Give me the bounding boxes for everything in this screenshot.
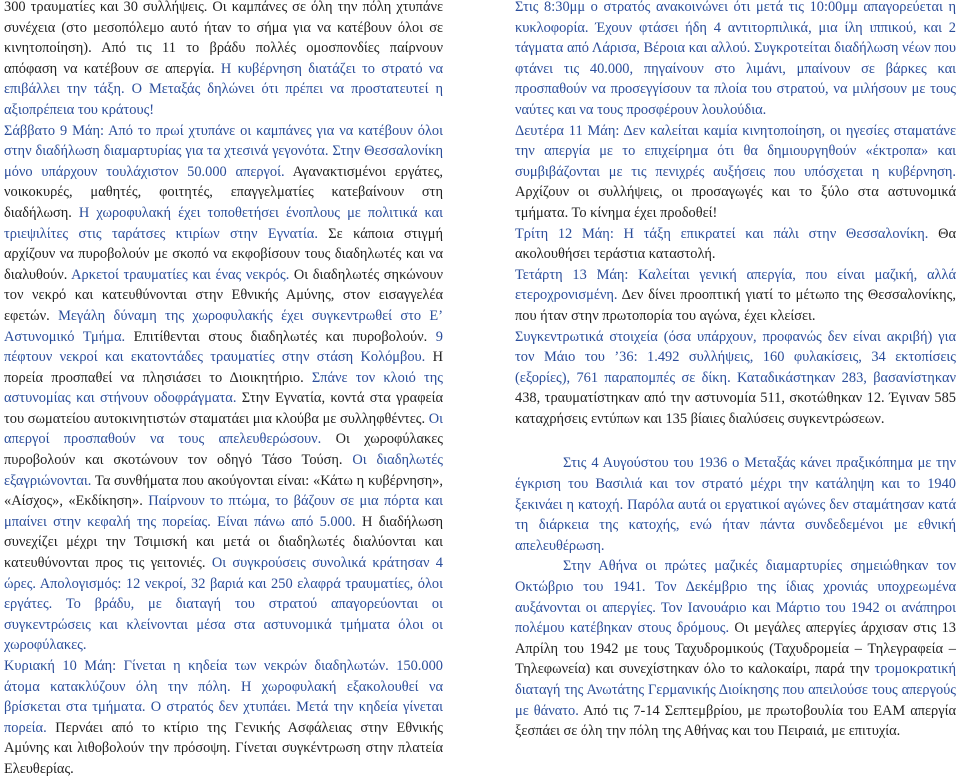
paragraph-wednesday-13-may	[515, 265, 956, 327]
text-run: Οι χωροφύλακες πυροβολούν και σκοτώνουν τον οδηγό Τάσο Τούση.	[4, 431, 443, 469]
text-run: Αγανακτισμένοι εργάτες, νοικοκυρές, μαθητές, φοιτητές, επαγγελματίες κατεβαίνουν στη διαδήλωση.	[4, 163, 443, 221]
paragraph-gap	[515, 429, 956, 453]
text-run: τρομοκρατική διαταγή της Ανωτάτης Γερμανικής Διοίκησης που απειλούσε τους απεργούς με θάνατο.	[515, 661, 956, 719]
text-run: Στις 4 Αυγούστου του 1936 ο Μεταξάς κάνει πραξικόπημα με την έγκριση του Βασιλιά και τον στρατό μέχρι την κατάληψη και το 1940 ξεκινάει η κατοχή. Παρόλα αυτά οι εργατικοί αγώνες δεν σταμάτησαν κατά τη διάρκεια της κατοχής, ενώ ήταν πάντα συνδεδεμένοι με εθνική απελευθέρωση.	[515, 455, 956, 554]
text-run: Περνάει από το κτίριο της Γενικής Ασφάλειας στην Εθνικής Αμύνης και λιθοβολούν την πρόσοψη. Γίνεται συγκέντρωση στην πλατεία Ελευθερίας.	[4, 719, 443, 777]
paragraph-sunday-10-may	[4, 656, 443, 780]
paragraph-strike-intro	[4, 0, 443, 121]
text-run: Κυριακή 10 Μάη: Γίνεται η κηδεία των νεκρών διαδηλωτών. 150.000 άτομα κατακλύζουν όλη την πόλη. Η χωροφυλακή εξακολουθεί να βρίσκεται στα τμήματα. Ο στρατός δεν χτυπάει. Μετά την κηδεία γίνεται πορεία.	[4, 658, 443, 736]
text-run: Αρκετοί τραυματίες και ένας νεκρός.	[71, 266, 294, 283]
text-run: Μεγάλη δύναμη της χωροφυλακής έχει συγκεντρωθεί στο Ε’ Αστυνομικό Τμήμα.	[4, 307, 443, 345]
text-run: Στην Εγνατία, κοντά στα γραφεία του σωματείου αυτοκινητιστών σταματάει μια κλούβα με συλληφθέντες.	[4, 390, 443, 427]
text-run: 438, τραυματίστηκαν από την αστυνομία 511, σκοτώθηκαν 12. Έγιναν 585 καταχρήσεις εντύπων και 135 βίαιες διαλύσεις συγκεντρώσεων.	[515, 390, 956, 427]
text-run: Σε κάποια στιγμή αρχίζουν να πυροβολούν με σκοπό να εκφοβίσουν τους διαδηλωτές και να διαλυθούν.	[4, 225, 444, 283]
text-run: 300 τραυματίες και 30 συλλήψεις. Οι καμπάνες σε όλη την πόλη χτυπάνε συνέχεια (στο μεσοπόλεμο αυτό ήταν το σήμα για να κατέβουν όλοι σε κινητοποίηση). Από τις 11 το βράδυ πολλές ομοσπονδίες παίρνουν απόφαση να κατέβουν σε απεργία.	[4, 0, 443, 77]
text-run: Σάββατο 9 Μάη: Από το πρωί χτυπάνε οι καμπάνες για να κατέβουν όλοι στην διαδήλωση διαμαρτυρίας για τα χτεσινά γεγονότα. Στην Θεσσαλονίκη μόνο υπάρχουν τουλάχιστον 50.000 απεργοί.	[4, 122, 443, 180]
text-run: Η πορεία προσπαθεί να πλησιάσει το Διοικητήριο.	[4, 349, 443, 386]
text-run: Στις 8:30μμ ο στρατός ανακοινώνει ότι μετά τις 10:00μμ απαγορεύεται η κυκλοφορία. Έχουν φτάσει ήδη 4 αντιτορπιλικά, μια ίλη ιππικού, και 2 τάγματα από Λάρισα, Βέροια και αλλού. Συγκροτείται διαδήλωση νέων που φτάνει τις 40.000, πηγαίνουν στο λιμάνι, μπαίνουν σε βάρκες και προσπαθούν να προσεγγίσουν τα πλοία του στρατού, να μιλήσουν με τους ναύτες και να τους προσφέρουν λουλούδια.	[515, 0, 956, 118]
text-run: Σπάνε τον κλοιό της αστυνομίας και στήνουν οδοφράγματα.	[4, 369, 443, 407]
text-run: Τα συνθήματα που ακούγονται είναι: «Κάτω η κυβέρνηση», «Αίσχος», «Εκδίκηση».	[4, 472, 444, 510]
text-run: Από τις 7-14 Σεπτεμβρίου, με πρωτοβουλία του ΕΑΜ απεργία ξεσπάει σε όλη την πόλη της Αθήνας και του Πειραιά, με επιτυχία.	[515, 702, 957, 740]
text-run: Οι συγκρούσεις συνολικά κράτησαν 4 ώρες. Απολογισμός: 12 νεκροί, 32 βαριά και 250 ελαφρά τραυματίες, όλοι εργάτες. Το βράδυ, με διαταγή του στρατού απαγορεύονται οι συγκεντρώσεις και κλείνονται μέσα στα αστυνομικά τμήματα όλοι οι χωροφύλακες.	[4, 555, 443, 654]
paragraph-tuesday-12-may	[515, 224, 956, 265]
right-text-column	[515, 0, 956, 742]
text-run: Τετάρτη 13 Μάη: Καλείται γενική απεργία, που είναι μαζική, αλλά ετεροχρονισμένη.	[515, 266, 956, 304]
text-run: Αρχίζουν οι συλλήψεις, οι προσαγωγές και το ξύλο στα αστυνομικά τμήματα. Το κίνημα έχει προδοθεί!	[515, 184, 956, 221]
text-run: Στην Αθήνα οι πρώτες μαζικές διαμαρτυρίες σημειώθηκαν τον Οκτώβριο του 1941. Τον Δεκέμβριο της ίδιας χρονιάς υποχρεωμένα αυξάνονται οι απεργίες. Τον Ιανουάριο και Μάρτιο του 1942 οι ανάπηροι πολέμου κατέβηκαν στους δρόμους.	[515, 558, 956, 637]
paragraph-athens-strikes	[515, 556, 956, 741]
text-run: Συγκεντρωτικά στοιχεία (όσα υπάρχουν, προφανώς δεν είναι ακριβή) για τον Μάιο του ’36: 1.492 συλλήψεις, 160 φυλακίσεις, 34 εκτοπίσεις (εξορίες), 761 παραπομπές σε δίκη. Καταδικάστηκαν 283, βασανίστηκαν	[515, 328, 956, 386]
text-run: Δευτέρα 11 Μάη: Δεν καλείται καμία κινητοποίηση, οι ηγεσίες σταματάνε την απεργία με το επιχείρημα ότι θα δημιουργηθούν «έκτροπα» και συμβιβάζονται με τις πενιχρές αυξήσεις που υπόσχεται η κυβέρνηση.	[515, 122, 956, 180]
paragraph-saturday-9-may	[4, 121, 443, 656]
paragraph-metaxas-coup	[515, 453, 956, 556]
paragraph-monday-11-may	[515, 121, 956, 224]
paragraph-statistics	[515, 327, 956, 430]
text-run: Δεν δίνει προοπτική γιατί το μέτωπο της Θεσσαλονίκης, που ήταν στην πρωτοπορία του αγώνα, έχει κλείσει.	[515, 287, 956, 324]
text-run: Οι μεγάλες απεργίες άρχισαν στις 13 Απρίλη του 1942 με τους Ταχυδρομικούς (Ταχυδρομεία – Τηλεγραφεία – Τηλεφωνεία) και συνεχίστηκαν όλο το καλοκαίρι, παρά την	[515, 620, 956, 678]
text-run: Οι διαδηλωτές σηκώνουν τον νεκρό και κατευθύνονται στην Εθνικής Αμύνης, στον εισαγγελέα εφετών.	[4, 266, 443, 324]
text-run: Η κυβέρνηση διατάζει το στρατό να επιβάλλει την τάξη. Ο Μεταξάς δηλώνει ότι πρέπει να προστατευτεί η αξιοπρέπεια του κράτους!	[4, 60, 443, 118]
text-run: Τρίτη 12 Μάη: Η τάξη επικρατεί και πάλι στην Θεσσαλονίκη.	[515, 225, 939, 242]
text-run: Παίρνουν το πτώμα, το βάζουν σε μια πόρτα και μπαίνει στην κεφαλή της πορείας. Είναι πάνω από 5.000.	[4, 493, 443, 530]
left-text-column	[4, 0, 443, 780]
text-run: Οι απεργοί προσπαθούν να τους απελευθερώσουν.	[4, 410, 443, 448]
text-run: Θα ακολουθήσει τεράστια καταστολή.	[515, 225, 956, 263]
text-run: Επιτίθενται στους διαδηλωτές και πυροβολούν.	[133, 328, 436, 345]
text-run: Οι διαδηλωτές εξαγριώνονται.	[4, 452, 443, 489]
paragraph-curfew	[515, 0, 956, 121]
text-run: Η χωροφυλακή έχει τοποθετήσει ένοπλους με πολιτικά και τριεψιλίτες στις ταράτσες κτιρίων στην Εγνατία.	[4, 204, 443, 242]
text-run: 9 πέφτουν νεκροί και εκατοντάδες τραυματίες στην στάση Κολόμβου.	[4, 328, 443, 366]
text-run: Η διαδήλωση συνεχίζει μέχρι την Τσιμισκή και μετά οι διαδηλωτές διαλύονται και κατευθύνονται προς τις γειτονιές.	[4, 513, 443, 572]
